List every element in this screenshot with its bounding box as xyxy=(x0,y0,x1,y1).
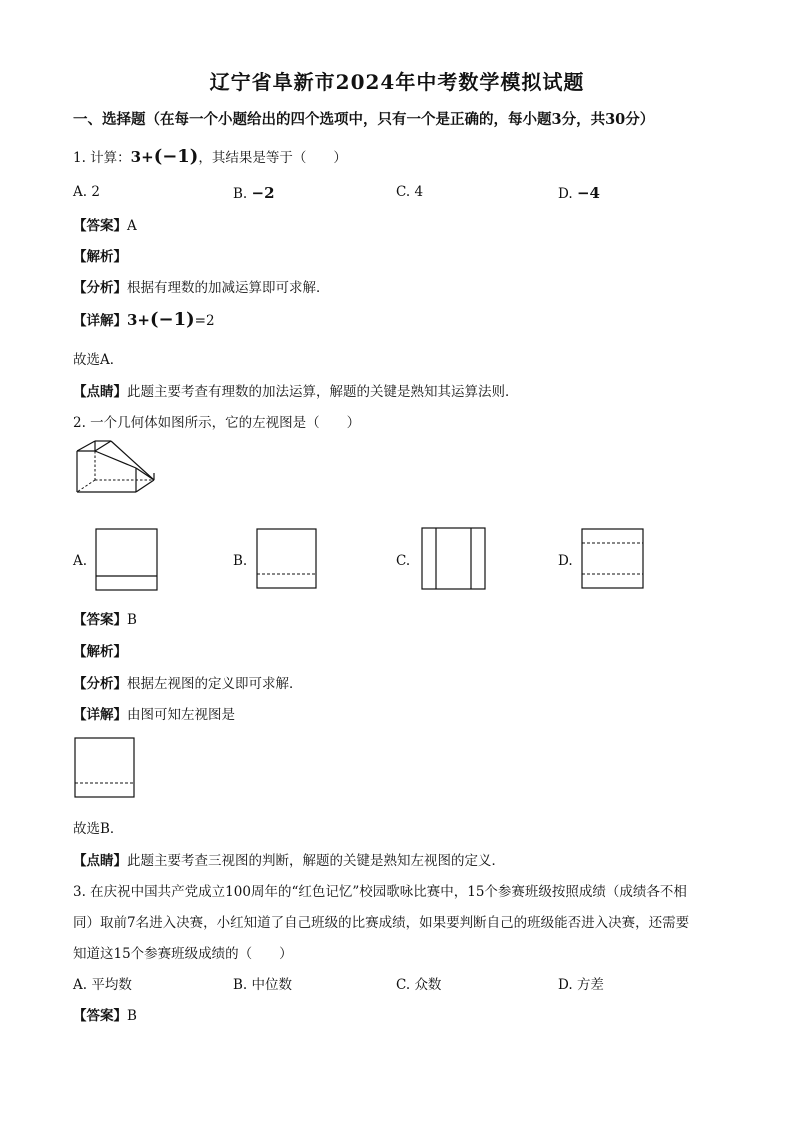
solid-figure xyxy=(74,440,156,512)
option-label: B. xyxy=(233,186,252,202)
question-3-line-3: 知道这15个参赛班级成绩的（ ） xyxy=(73,946,293,962)
option-label: C. xyxy=(396,977,411,993)
q3-option-b xyxy=(233,973,292,993)
comment-tag: 【点睛】 xyxy=(73,853,127,869)
option-label: C. xyxy=(396,184,415,200)
q2-choose: 故选B． xyxy=(73,821,124,837)
detail-tag: 【详解】 xyxy=(73,707,127,723)
page-title: 辽宁省阜新市2024年中考数学模拟试题 xyxy=(209,70,585,94)
q2-fenxi xyxy=(73,672,303,692)
analysis-tag: 【解析】 xyxy=(73,249,127,265)
option-value: 中位数 xyxy=(251,977,293,993)
section-heading: 一、选择题（在每一个小题给出的四个选项中，只有一个是正确的，每小题3分，共30分） xyxy=(73,111,655,128)
q1-analysis xyxy=(73,245,127,265)
q1-option-a xyxy=(73,184,100,200)
q2-option-b-figure xyxy=(256,528,318,590)
detail-text: 由图可知左视图是 xyxy=(127,707,235,723)
q2-option-a-figure xyxy=(95,528,159,592)
detail-expr-b: (−1) xyxy=(150,309,195,330)
q3-option-a xyxy=(73,973,132,993)
comment-tag: 【点睛】 xyxy=(73,384,127,400)
q1-comment xyxy=(73,380,519,400)
answer-tag: 【答案】 xyxy=(73,1008,127,1024)
question-2-stem: 2. 一个几何体如图所示，它的左视图是（ ） xyxy=(73,415,361,431)
q3-option-c xyxy=(396,973,441,993)
option-value: −2 xyxy=(251,184,275,202)
fenxi-text: 根据左视图的定义即可求解． xyxy=(127,676,303,692)
fenxi-text: 根据有理数的加减运算即可求解． xyxy=(127,280,330,296)
fenxi-tag: 【分析】 xyxy=(73,676,127,692)
q1-detail xyxy=(73,309,215,330)
q3-option-d xyxy=(558,973,604,993)
question-3-line-1: 3. 在庆祝中国共产党成立100周年的“红色记忆”校园歌咏比赛中，15个参赛班级按照成绩（成绩各不相 xyxy=(73,884,687,900)
question-3-line-2: 同）取前7名进入决赛，小红知道了自己班级的比赛成绩，如果要判断自己的班级能否进入决赛，还需要 xyxy=(73,915,690,931)
q2-option-b-label: B. xyxy=(233,553,248,569)
q1-expr-b: (−1) xyxy=(153,146,199,167)
answer-tag: 【答案】 xyxy=(73,218,127,234)
q1-fenxi xyxy=(73,276,330,296)
answer-value: B xyxy=(127,1008,137,1024)
q1-option-b xyxy=(233,184,275,202)
q2-answer xyxy=(73,608,137,628)
option-label: D. xyxy=(558,977,573,993)
q2-detail xyxy=(73,703,235,723)
detail-expr-a: 3+ xyxy=(127,311,151,329)
q1-answer xyxy=(73,214,137,234)
q1-choose: 故选A． xyxy=(73,352,124,368)
q2-comment xyxy=(73,849,505,869)
q1-suffix: ，其结果是等于（ ） xyxy=(198,150,347,166)
answer-value: B xyxy=(127,612,137,628)
q1-option-d xyxy=(558,184,600,202)
q2-option-d-figure xyxy=(581,528,645,590)
q1-option-c xyxy=(396,184,423,200)
q2-analysis xyxy=(73,640,127,660)
fenxi-tag: 【分析】 xyxy=(73,280,127,296)
detail-expr-c: =2 xyxy=(194,313,215,329)
option-value: 2 xyxy=(91,184,100,200)
analysis-tag: 【解析】 xyxy=(73,644,127,660)
q2-detail-figure xyxy=(74,737,136,799)
option-value: 方差 xyxy=(576,977,604,993)
detail-tag: 【详解】 xyxy=(73,313,127,329)
question-1-stem xyxy=(73,146,347,167)
comment-text: 此题主要考查有理数的加法运算，解题的关键是熟知其运算法则． xyxy=(127,384,519,400)
option-label: B. xyxy=(233,977,248,993)
comment-text: 此题主要考查三视图的判断，解题的关键是熟知左视图的定义． xyxy=(127,853,505,869)
option-label: D. xyxy=(558,186,577,202)
option-value: 4 xyxy=(414,184,424,200)
q1-expr-a: 3+ xyxy=(130,148,154,166)
answer-value: A xyxy=(127,218,137,234)
answer-tag: 【答案】 xyxy=(73,612,127,628)
q1-prefix: 1. 计算： xyxy=(73,150,131,166)
q2-option-c-label: C. xyxy=(396,553,411,569)
option-value: −4 xyxy=(576,184,600,202)
option-label: A. xyxy=(73,977,88,993)
q3-answer xyxy=(73,1004,137,1024)
q2-option-c-figure xyxy=(421,527,487,591)
q2-option-d-label: D. xyxy=(558,553,573,569)
option-value: 平均数 xyxy=(91,977,132,993)
option-value: 众数 xyxy=(414,977,442,993)
option-label: A. xyxy=(73,184,92,200)
q2-option-a-label: A. xyxy=(73,553,88,569)
